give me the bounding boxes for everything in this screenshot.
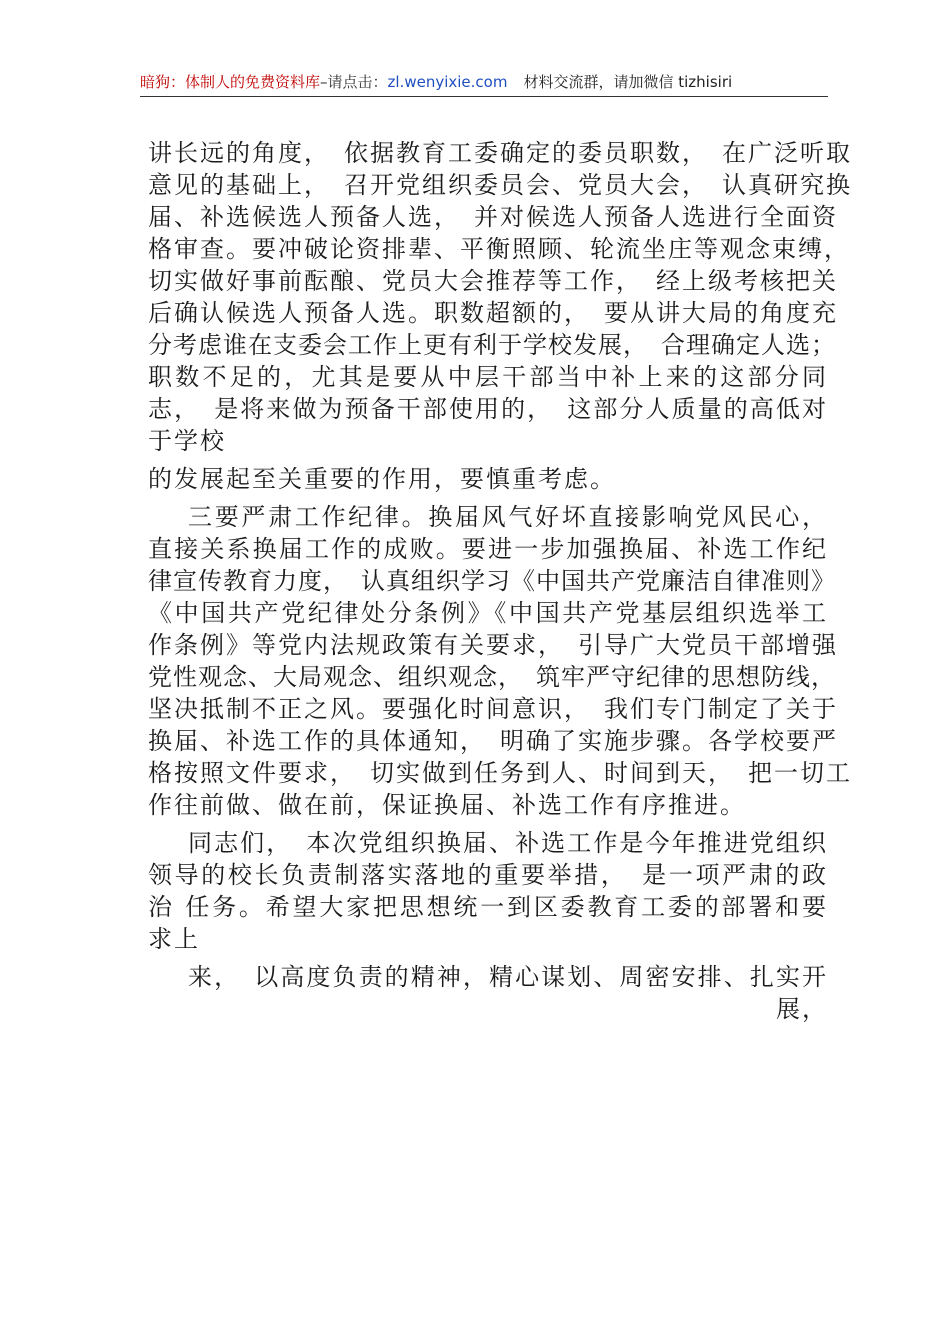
text-line: 切实做好事前酝酿、党员大会推荐等工作， 经上级考核把关: [148, 267, 838, 295]
text-line: 讲长远的角度， 依据教育工委确定的委员职数， 在广泛听取: [148, 139, 852, 167]
paragraph-first-line: 同志们， 本次党组织换届、补选工作是今年推进党组织: [188, 829, 828, 857]
text-line: 意见的基础上， 召开党组织委员会、党员大会， 认真研究换: [148, 171, 852, 199]
text-line: 职数不足的，尤其是要从中层干部当中补上来的这部分同: [148, 363, 828, 391]
page-header: [140, 72, 828, 97]
text-line: 志， 是将来做为预备干部使用的， 这部分人质量的高低对: [148, 395, 828, 423]
text-line: 求上: [148, 925, 200, 953]
text-line: 领导的校长负责制落实落地的重要举措， 是一项严肃的政: [148, 861, 828, 889]
paragraph-first-line: 三要严肃工作纪律。换届风气好坏直接影响党风民心，: [188, 503, 828, 531]
text-line: 来， 以高度负责的精神，精心谋划、周密安排、扎实开: [188, 963, 828, 991]
text-line: 格按照文件要求， 切实做到任务到人、时间到天， 把一切工: [148, 759, 852, 787]
text-line: 坚决抵制不正之风。要强化时间意识， 我们专门制定了关于: [148, 695, 838, 723]
text-line: 展，: [776, 995, 828, 1023]
text-line: 届、补选候选人预备人选， 并对候选人预备人选进行全面资: [148, 203, 838, 231]
header-url-link[interactable]: zl.wenyixie.com: [387, 73, 508, 91]
text-line: 格审查。要冲破论资排辈、平衡照顾、轮流坐庄等观念束缚，: [148, 235, 850, 263]
header-contact: 材料交流群，请加微信 tizhisiri: [523, 73, 733, 91]
header-brand: 暗狗：体制人的免费资料库: [140, 73, 321, 91]
text-line: 治 任务。希望大家把思想统一到区委教育工委的部署和要: [148, 893, 828, 921]
text-line: 于学校: [148, 427, 226, 455]
document-body: [148, 137, 852, 1025]
text-line: 换届、补选工作的具体通知， 明确了实施步骤。各学校要严: [148, 727, 838, 755]
header-prompt: –请点击：: [320, 73, 388, 91]
text-line: 后确认候选人预备人选。职数超额的， 要从讲大局的角度充: [148, 299, 838, 327]
text-line: 党性观念、大局观念、组织观念， 筑牢严守纪律的思想防线，: [148, 663, 836, 691]
text-line: 的发展起至关重要的作用，要慎重考虑。: [148, 465, 616, 493]
text-line: 作往前做、做在前，保证换届、补选工作有序推进。: [148, 791, 746, 819]
text-line: 《中国共产党纪律处分条例》《中国共产党基层组织选举工: [148, 599, 828, 627]
text-line: 分考虑谁在支委会工作上更有利于学校发展， 合理确定人选；: [148, 331, 836, 359]
text-line: 作条例》等党内法规政策有关要求， 引导广大党员干部增强: [148, 631, 838, 659]
text-line: 直接关系换届工作的成败。要进一步加强换届、补选工作纪: [148, 535, 828, 563]
text-line: 律宣传教育力度， 认真组织学习《中国共产党廉洁自律准则》: [148, 567, 836, 595]
